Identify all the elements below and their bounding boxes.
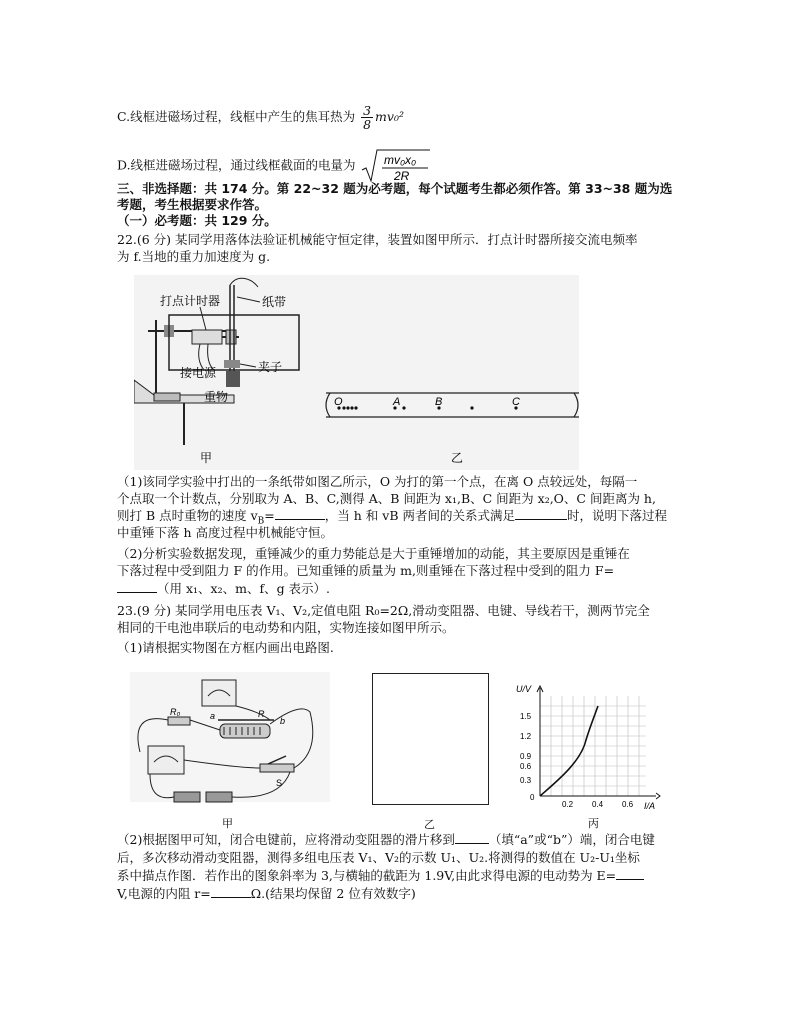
ytick-1.5: 1.5: [520, 712, 532, 721]
sqrt-sign: [360, 148, 430, 184]
tape-point-b: B: [435, 396, 443, 408]
label-tape: 纸带: [262, 295, 287, 309]
tape-point-o: O: [334, 396, 343, 408]
caption-q23-yi: 乙: [424, 819, 435, 831]
q23-circuit-figure: [130, 672, 330, 832]
q22-p1-l4: 中重锤下落 h 高度过程中机械能守恒。: [117, 525, 333, 540]
label-weight: 重物: [204, 390, 229, 404]
tape-point-a: A: [393, 396, 401, 408]
section-3-line1: 三、非选择题：共 174 分。第 22~32 题为必考题，每个试题考生都必须作答。第 33~38 题为选: [117, 181, 673, 196]
graph-ylabel: U/V: [516, 684, 532, 694]
q23-line1: 23.(9 分) 某同学用电压表 V₁、V₂,定值电阻 R₀=2Ω,滑动变阻器、电键、导线若干，测两节完全: [117, 603, 650, 618]
q23-p2-l1: （2)根据图甲可知，闭合电键前，应将滑动变阻器的滑片移到 （填“a”或“b”）端，闭合电键: [117, 832, 655, 847]
q22-line1: 22.(6 分) 某同学用落体法验证机械能守恒定律，装置如图甲所示．打点计时器所接交流电频率: [117, 232, 638, 247]
caption-jia: 甲: [200, 451, 213, 465]
xtick-0.6: 0.6: [622, 800, 634, 809]
option-d-text: D.线框进磁场过程，通过线框截面的电量为: [117, 157, 356, 173]
xtick-0.4: 0.4: [592, 800, 604, 809]
ytick-1.2: 1.2: [520, 732, 532, 741]
q23-line3: （1)请根据实物图在方框内画出电路图.: [117, 640, 334, 655]
blank-r[interactable]: [211, 897, 251, 898]
q22-p2-l3: （用 x₁、x₂、m、f、g 表示）.: [117, 581, 330, 597]
circuit-label-s: S: [276, 778, 283, 788]
ytick-0: 0: [530, 793, 535, 802]
caption-yi: 乙: [451, 451, 464, 465]
caption-q23-bing: 丙: [588, 818, 599, 830]
circuit-drawing-box[interactable]: [372, 673, 489, 805]
option-c: [117, 104, 404, 131]
blank-vb[interactable]: [275, 519, 325, 520]
sqrt-numerator: mv₀x₀: [383, 153, 416, 167]
option-d-sqrt: [360, 148, 430, 184]
q22-p2-l2: 下落过程中受到阻力 F 的作用。已知重锤的质量为 m,则重锤在下落过程中受到的阻力 F=: [117, 563, 615, 578]
circuit-label-a: a: [210, 711, 216, 721]
q22-p2-l1: （2)分析实验数据发现，重锤减少的重力势能总是大于重锤增加的动能，其主要原因是重锤在: [117, 546, 630, 561]
ytick-0.9: 0.9: [520, 752, 532, 761]
q22-p1-l2: 个点取一个计数点，分别取为 A、B、C,测得 A、B 间距为 x₁,B、C 间距为 x₂,O、C 间距离为 h,: [117, 491, 656, 506]
label-timer: 打点计时器: [160, 294, 221, 308]
u-i-graph: [506, 682, 671, 832]
q23-line2: 相同的干电池串联后的电动势和内阻，实物连接如图甲所示。: [117, 620, 455, 635]
xtick-0.2: 0.2: [562, 800, 574, 809]
circuit-label-r: R: [258, 709, 265, 719]
section-3-sub: （一）必考题：共 129 分。: [117, 213, 277, 228]
tape-point-c: C: [512, 396, 520, 408]
label-clip: 夹子: [258, 360, 283, 374]
circuit-label-r0: R₀: [170, 707, 181, 717]
option-c-tail: mv₀²: [375, 109, 404, 124]
option-c-text: C.线框进磁场过程，线框中产生的焦耳热为: [117, 109, 356, 124]
graph-xlabel: I/A: [644, 801, 656, 811]
option-c-fraction: $\frac{3}{8}$: [363, 103, 372, 132]
blank-emf[interactable]: [616, 879, 644, 880]
q23-p2-l3: 系中描点作图．若作出的图象斜率为 3,与横轴的截距为 1.9V,由此求得电源的电动势为 E=: [117, 868, 644, 884]
q23-p2-l2: 后，多次移动滑动变阻器，测得多组电压表 V₁、V₂的示数 U₁、U₂.将测得的数值在 U₂-U₁坐标: [117, 850, 640, 865]
q22-p1-l1: （1)该同学实验中打出的一条纸带如图乙所示，O 为打的第一个点，在离 O 点较远处，每隔一: [117, 474, 638, 489]
blank-relation[interactable]: [515, 519, 567, 520]
q22-line2: 为 f.当地的重力加速度为 g.: [117, 249, 271, 264]
label-power: 接电源: [180, 366, 217, 380]
q23-p2-l4: V,电源的内阻 r= Ω.(结果均保留 2 位有效数字): [117, 886, 416, 901]
ytick-0.6: 0.6: [520, 762, 532, 771]
option-d: [117, 148, 430, 184]
sqrt-denominator: 2R: [393, 169, 409, 183]
blank-f[interactable]: [117, 592, 157, 593]
q22-p1-l3: 则打 B 点时重物的速度 $v_B=$ ，当 h 和 vB 两者间的关系式满足 时，说明下落过程: [117, 508, 667, 527]
blank-end[interactable]: [455, 843, 489, 844]
caption-q23-jia: 甲: [222, 818, 233, 830]
circuit-label-b: b: [280, 716, 286, 726]
ytick-0.3: 0.3: [520, 776, 532, 785]
q22-figure: [134, 275, 579, 470]
graph-curve: [540, 706, 598, 796]
section-3-line2: 考题，考生根据要求作答。: [117, 197, 268, 212]
